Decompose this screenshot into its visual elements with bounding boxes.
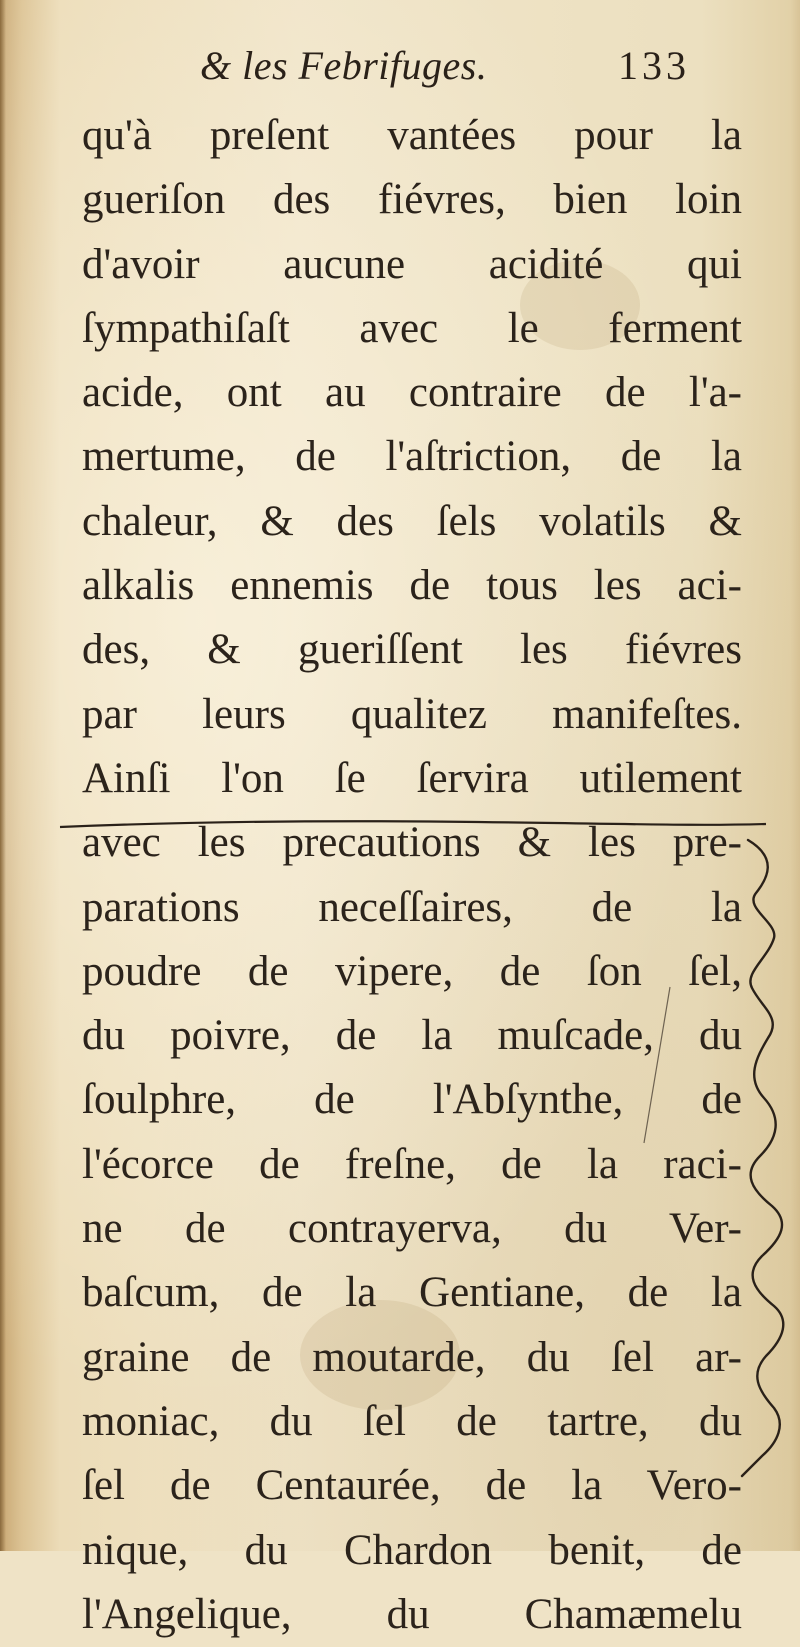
- text-line: ſoulphre, de l'Abſynthe, de: [82, 1076, 742, 1124]
- text-line: parations neceſſaires, de la: [82, 883, 742, 931]
- page-header: [0, 38, 800, 102]
- text-line: alkalis ennemis de tous les aci-: [82, 562, 742, 610]
- text-line: ſel de Centaurée, de la Vero-: [82, 1462, 742, 1510]
- text-line: des, & gueriſſent les fiévres: [82, 626, 742, 674]
- text-line: l'Angelique, du Chamæmelu: [82, 1590, 742, 1638]
- text-line: avec les precautions & les pre-: [82, 819, 742, 867]
- text-line: gueriſon des fiévres, bien loin: [82, 176, 742, 224]
- text-line: l'écorce de freſne, de la raci-: [82, 1140, 742, 1188]
- text-line: baſcum, de la Gentiane, de la: [82, 1269, 742, 1317]
- text-line: chaleur, & des ſels volatils &: [82, 497, 742, 545]
- page-number: 133: [618, 43, 690, 88]
- text-line: d'avoir aucune acidité qui: [82, 240, 742, 288]
- text-line: ſympathiſaſt avec le ferment: [82, 304, 742, 352]
- page-gutter-shadow: [0, 0, 6, 1551]
- handwritten-margin-brace: [738, 838, 800, 1478]
- handwritten-underline: [58, 818, 768, 832]
- text-line: du poivre, de la muſcade, du: [82, 1012, 742, 1060]
- text-line: graine de moutarde, du ſel ar-: [82, 1333, 742, 1381]
- text-line: Ainſi l'on ſe ſervira utilement: [82, 754, 742, 802]
- text-line: ne de contrayerva, du Ver-: [82, 1205, 742, 1253]
- text-line: mertume, de l'aſtriction, de la: [82, 433, 742, 481]
- text-line: moniac, du ſel de tartre, du: [82, 1397, 742, 1445]
- text-line: acide, ont au contraire de l'a-: [82, 369, 742, 417]
- text-line: nique, du Chardon benit, de: [82, 1526, 742, 1574]
- text-line: par leurs qualitez manifeſtes.: [82, 690, 742, 738]
- body-text: [82, 104, 742, 1647]
- text-line: qu'à preſent vantées pour la: [82, 112, 742, 159]
- handwritten-stroke: [640, 985, 680, 1145]
- running-title: & les Febrifuges.: [200, 43, 488, 88]
- text-line: poudre de vipere, de ſon ſel,: [82, 947, 742, 995]
